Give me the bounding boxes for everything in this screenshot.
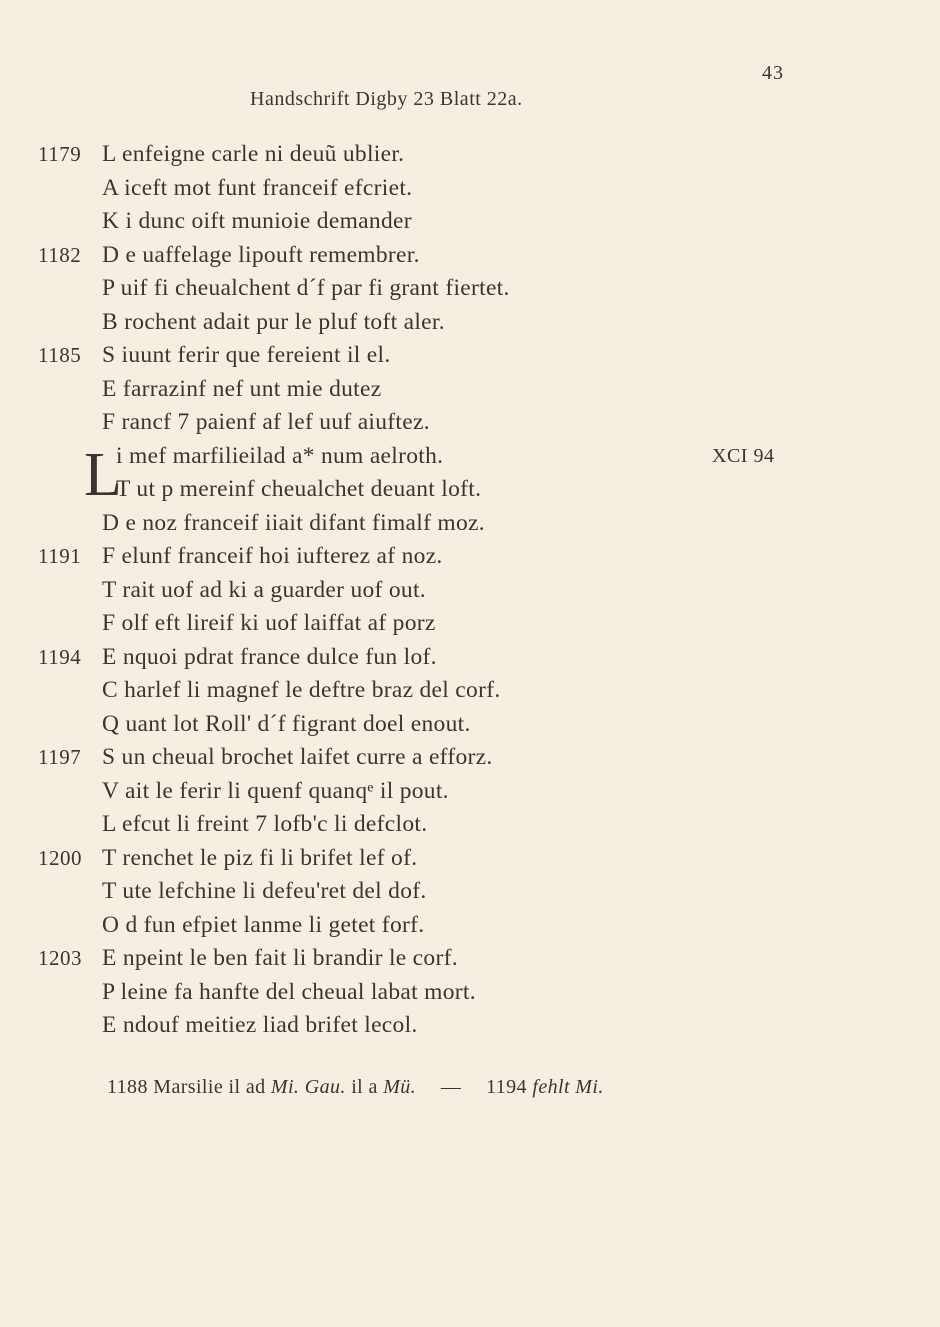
verse-text: D e noz franceif iiait difant fimalf moz. [102,509,485,536]
margin-note: XCI 94 [712,444,775,467]
line-number: 1179 [38,142,82,166]
footnote-siglum: Mi. Gau. [270,1076,346,1098]
page-number: 43 [762,62,784,84]
drop-initial: L [84,440,122,509]
footnote-siglum: fehlt Mi. [532,1076,604,1098]
verse-line-16 [0,641,940,675]
verse-line-23 [0,875,940,909]
verse-line-21 [0,808,940,842]
verse-text: V ait le ferir li quenf quanqᵉ il pout. [102,777,449,804]
verse-line-6 [0,306,940,340]
verse-text: T renchet le piz fi li brifet lef of. [102,844,418,871]
verse-text: F elunf franceif hoi iufterez af noz. [102,543,443,569]
running-header: Handschrift Digby 23 Blatt 22a. [250,88,523,110]
verse-block [0,138,940,1043]
verse-text: B rochent adait pur le pluf toft aler. [102,308,445,335]
line-number: 1194 [38,644,82,669]
verse-text: T rait uof ad ki a guarder uof out. [102,576,426,603]
verse-text: E ndouf meitiez liad brifet lecol. [102,1012,418,1038]
footnote-dash: — [440,1076,462,1098]
verse-text: P uif fi cheualchent dˊf par fi grant fiertet. [102,275,510,301]
verse-line-12 [0,507,940,541]
verse-line-25 [0,942,940,976]
footnote-siglum: Mü. [383,1076,417,1098]
verse-line-24 [0,909,940,943]
verse-text: S un cheual brochet laifet curre a efforz. [102,744,493,770]
verse-line-1 [0,138,940,172]
verse-line-18 [0,708,940,742]
verse-line-22 [0,842,940,876]
verse-text: F rancf 7 paienf af lef uuf aiuftez. [102,409,430,435]
verse-line-9 [0,406,940,440]
verse-text: D e uaffelage lipouft remembrer. [102,241,420,268]
verse-line-8 [0,373,940,407]
verse-line-2 [0,172,940,206]
verse-line-4 [0,239,940,273]
verse-text: T ute lefchine li defeu'ret del dof. [102,878,427,904]
line-number: 1197 [38,745,82,769]
verse-text: T ut p mereinf cheualchet deuant loft. [116,476,482,502]
verse-text: C harlef li magnef le deftre braz del corf. [102,677,501,703]
line-number: 1182 [38,242,82,267]
verse-line-5 [0,272,940,306]
verse-text: K i dunc oift munioie demander [102,208,412,234]
line-number: 1203 [38,946,82,970]
verse-line-13 [0,540,940,574]
line-number: 1191 [38,544,82,568]
verse-text: E npeint le ben fait li brandir le corf. [102,945,458,971]
verse-line-11 [0,473,940,507]
verse-text: i mef marfilieilad a* num aelroth. [116,442,444,469]
line-number: 1185 [38,343,82,367]
verse-line-26 [0,976,940,1010]
verse-text: Q uant lot Roll' dˊf figrant doel enout. [102,710,471,737]
verse-text: P leine fa hanfte del cheual labat mort. [102,978,476,1005]
verse-text: L efcut li freint 7 lofb'c li defclot. [102,811,428,837]
verse-text: E nquoi pdrat france dulce fun lof. [102,643,437,670]
verse-line-3 [0,205,940,239]
verse-text: L enfeigne carle ni deuũ ublier. [102,141,405,167]
verse-text: E farrazinf nef unt mie dutez [102,375,382,402]
verse-line-19 [0,741,940,775]
verse-line-20 [0,775,940,809]
verse-line-14 [0,574,940,608]
footnote-line-ref: 1194 [486,1076,527,1098]
verse-text: O d fun efpiet lanme li getet forf. [102,911,425,938]
verse-line-7 [0,339,940,373]
verse-line-15 [0,607,940,641]
verse-text: S iuunt ferir que fereient il el. [102,342,391,368]
footnote-text: il a [351,1076,378,1098]
footnote [107,1076,604,1099]
footnote-text: 1188 Marsilie il ad [107,1076,266,1098]
verse-line-17 [0,674,940,708]
line-number: 1200 [38,845,82,870]
verse-line-27 [0,1009,940,1043]
verse-text: F olf eft lireif ki uof laiffat af porz [102,610,436,636]
verse-text: A iceft mot funt franceif efcriet. [102,174,413,201]
